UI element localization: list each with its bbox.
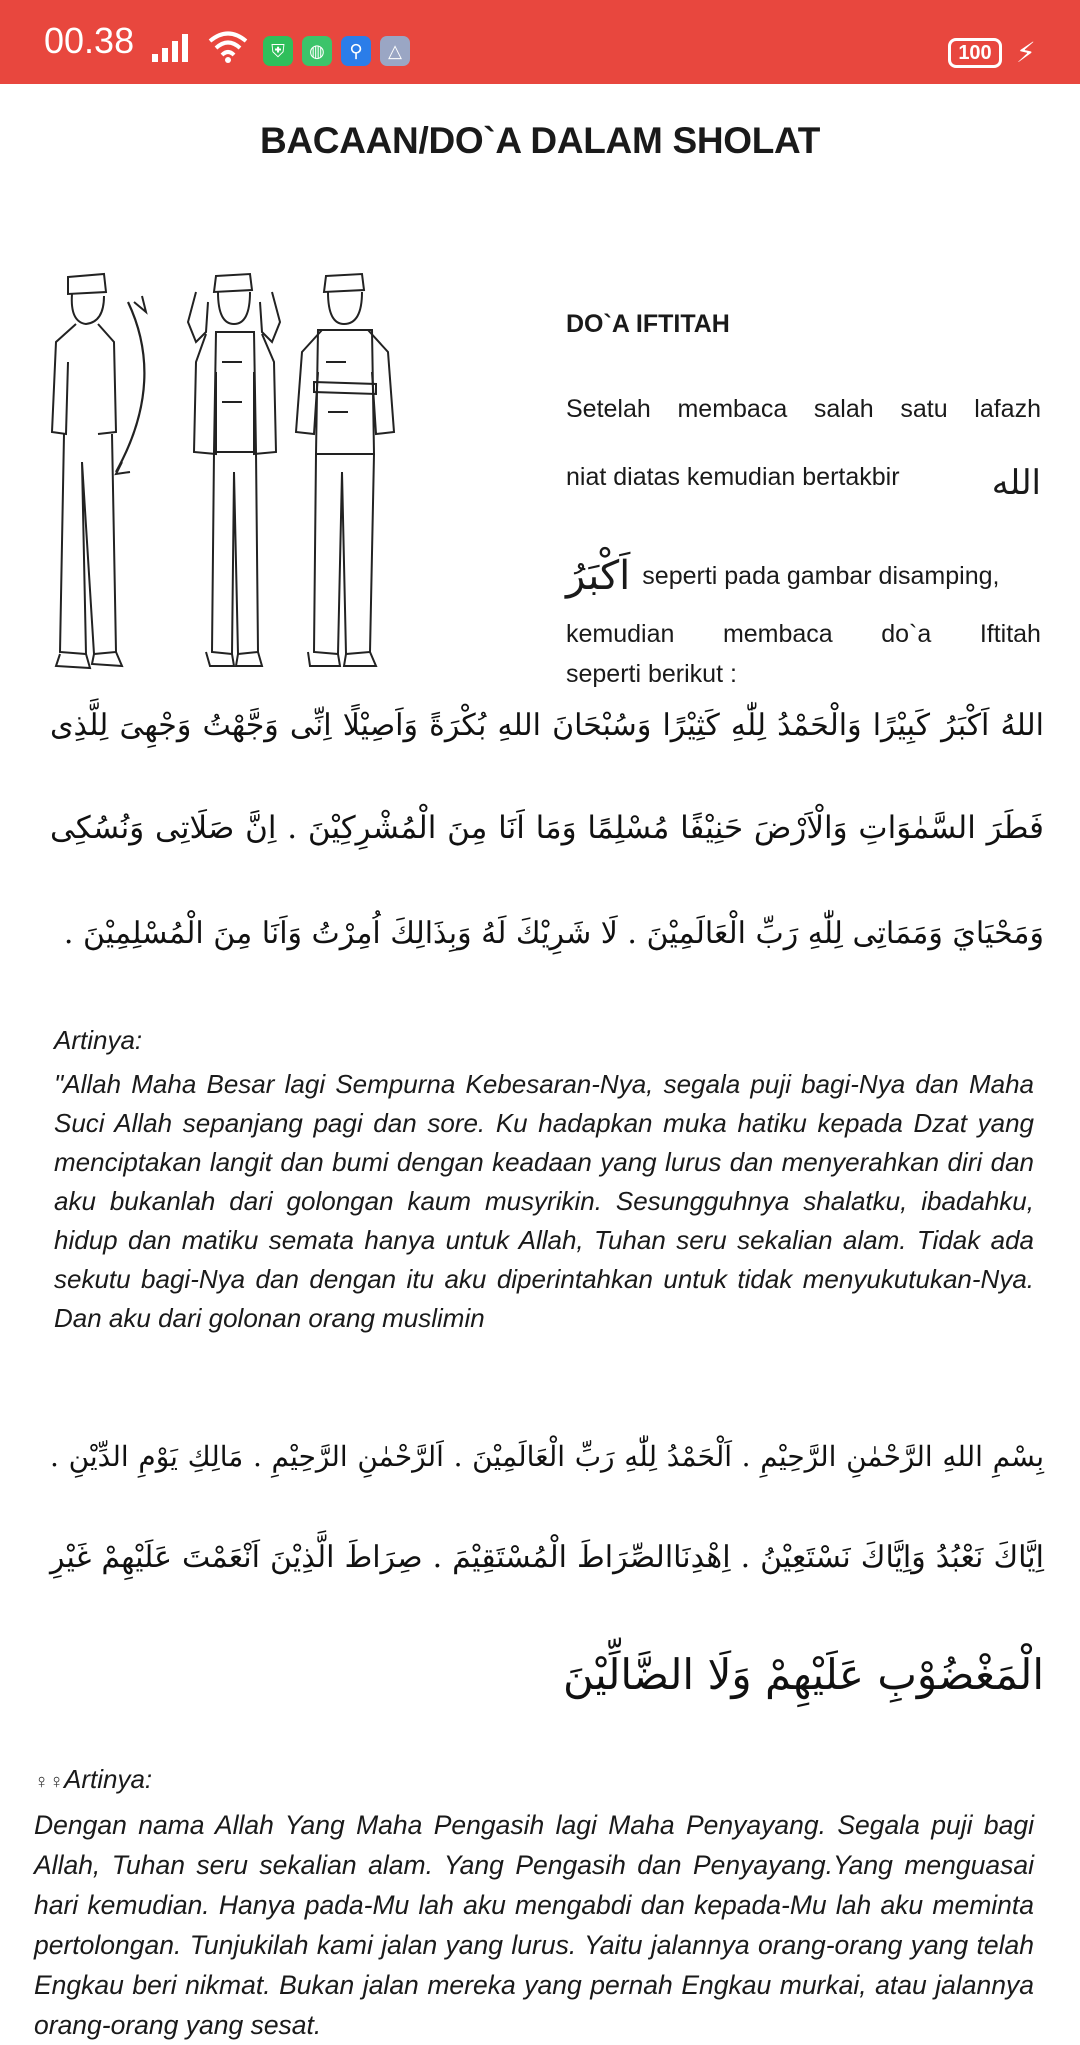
status-bar — [0, 0, 1080, 84]
figure-side-view — [52, 274, 146, 668]
fatihah-arabic-line-3: الْمَغْضُوْبِ عَلَيْهِمْ وَلَا الضَّالِّيْنَ — [562, 1650, 1044, 1699]
iftitah-arabic-line-2: فَطَرَ السَّمٰوَاتِ وَالْاَرْضَ حَنِيْفًا مُسْلِمًا وَمَا اَنَا مِنَ الْمُشْرِكِيْنَ . اِنَّ صَلَاتِى وَنُسُكِى — [50, 810, 1044, 846]
page-title: BACAAN/DO`A DALAM SHOLAT — [259, 120, 821, 161]
takbir-illustration — [46, 262, 436, 682]
notification-icons — [263, 36, 410, 66]
iftitah-arabic-line-1: اللهُ اَكْبَرُ كَبِيْرًا وَالْحَمْدُ لِلّٰهِ كَثِيْرًا وَسُبْحَانَ اللهِ بُكْرَةً وَاَصِيْلًا اِنِّى وَجَّهْتُ وَجْهِىَ لِلَّذِى — [50, 708, 1045, 743]
word: kemudian — [566, 620, 675, 648]
fatihah-arabic-line-1: بِسْمِ اللهِ الرَّحْمٰنِ الرَّحِيْمِ . اَلْحَمْدُ لِلّٰهِ رَبِّ الْعَالَمِيْنَ . اَلرَّحْمٰنِ الرَّحِيْمِ . مَالِكِ يَوْمِ الدِّيْنِ . — [50, 1440, 1044, 1473]
drive-icon: △ — [380, 36, 410, 66]
usb-icon: ⚲ — [341, 36, 371, 66]
chat-icon: ◍ — [302, 36, 332, 66]
word: lafazh — [974, 395, 1041, 423]
charging-icon: ⚡ — [1016, 36, 1036, 69]
iftitah-arabic-line-3: وَمَحْيَايَ وَمَمَاتِى لِلّٰهِ رَبِّ الْعَالَمِيْنَ . لَا شَرِيْكَ لَهُ وَبِذَالِكَ اُمِرْتُ وَاَنَا مِنَ الْمُسْلِمِيْنَ . — [63, 916, 1044, 951]
word: membaca — [722, 620, 833, 648]
iftitah-heading: DO`A IFTITAH — [566, 310, 730, 338]
word: salah — [813, 395, 874, 423]
word: Iftitah — [979, 620, 1041, 648]
translation-label-2 — [34, 1764, 152, 1795]
translation-label-1: Artinya: — [54, 1025, 143, 1055]
iftitah-line-5: seperti berikut : — [566, 660, 737, 688]
status-time: 00.38 — [44, 20, 135, 61]
figure-hands-raised — [188, 274, 280, 666]
arabic-allah: الله — [991, 463, 1041, 503]
translation-body-2: Dengan nama Allah Yang Maha Pengasih lagi Maha Penyayang. Segala puji bagi Allah, Tuhan seru sekalian alam. Yang Pengasih dan Penyayang.Yang menguasai hari kemudian. Hanya pada-Mu lah aku mengabdi dan kepada-Mu lah aku meminta pertolongan. Tunjukilah kami jalan yang lurus. Yaitu jalannya orang-orang yang telah Engkau beri nikmat. Bukan jalan mereka yang pernah Engkau murkai, atau jalannya orang-orang yang sesat. — [34, 1810, 1034, 2040]
wifi-icon — [208, 30, 248, 64]
battery-icon: 100 — [948, 38, 1002, 68]
fatihah-arabic-line-2: اِيَّاكَ نَعْبُدُ وَاِيَّاكَ نَسْتَعِيْنُ . اِهْدِنَاالصِّرَاطَ الْمُسْتَقِيْمَ . صِرَاطَ الَّذِيْنَ اَنْعَمْتَ عَلَيْهِمْ غَيْرِ — [50, 1540, 1044, 1575]
word: Setelah — [566, 395, 651, 423]
word: do`a — [881, 620, 932, 648]
iftitah-line-3-text: seperti pada gambar disamping, — [642, 561, 1000, 590]
iftitah-line-1 — [566, 395, 1041, 424]
arabic-akbar: اَكْبَرُ — [566, 553, 631, 599]
word: satu — [900, 395, 948, 423]
glyph-mark: ♀♀ — [34, 1771, 64, 1793]
translation-body-1: "Allah Maha Besar lagi Sempurna Kebesaran-Nya, segala puji bagi-Nya dan Maha Suci Allah sepanjang pagi dan sore. Ku hadapkan muka hatiku kepada Dzat yang menciptakan langit dan bumi dengan keadaan yang lurus dan menyerahkan diri dan aku bukanlah dari golongan kaum musyrikin. Sesungguhnya shalatku, ibadahku, hidup dan matiku semata hanya untuk Allah, Tuhan seru sekalian alam. Tidak ada sekutu bagi-Nya dan dengan itu aku diperintahkan untuk tidak menyukutukan-Nya. Dan aku dari golonan orang muslimin — [54, 1069, 1034, 1333]
translation-label-2-text: Artinya: — [64, 1764, 153, 1794]
iftitah-line-3 — [566, 553, 1041, 599]
iftitah-line-2 — [566, 463, 1041, 503]
signal-icon — [150, 34, 192, 64]
shield-icon: ⛨ — [263, 36, 293, 66]
iftitah-line-4 — [566, 620, 1041, 649]
word: membaca — [677, 395, 788, 423]
iftitah-line-2-text: niat diatas kemudian bertakbir — [566, 463, 900, 491]
figure-hands-folded — [296, 274, 394, 666]
